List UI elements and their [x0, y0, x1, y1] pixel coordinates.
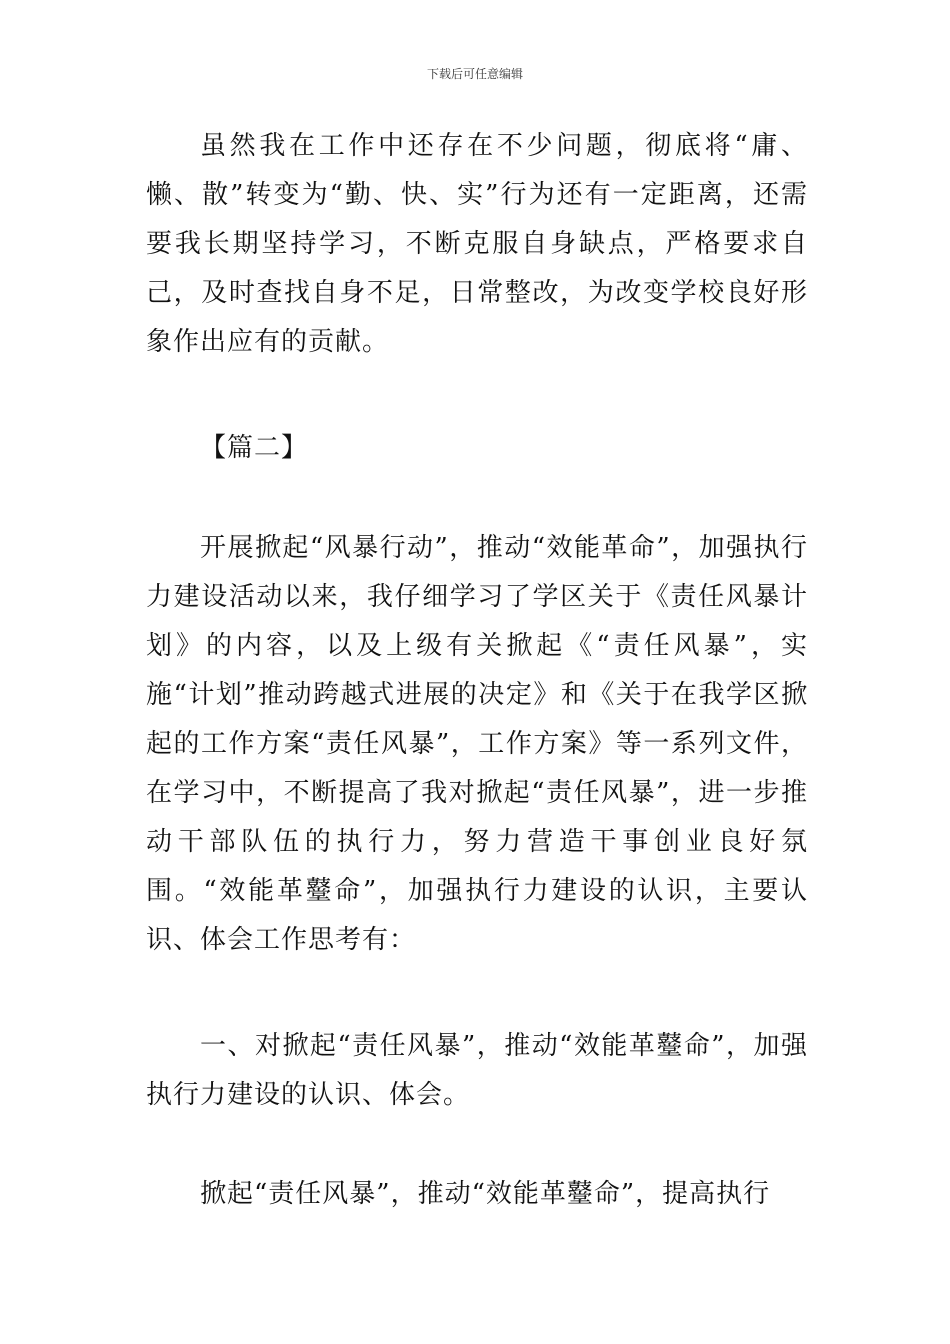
page-header-note: 下载后可任意编辑	[426, 67, 523, 81]
body-paragraph: 开展掀起“风暴行动”，推动“效能革命”，加强执行力建设活动以来，我仔细学习了学区关于《责任风暴计划》的内容，以及上级有关掀起《“责任风暴”，实施“计划”推动跨越式进展的决定》和《关于在我学区掀起的工作方案“责任风暴”，工作方案》等一系列文件，在学习中，不断提高了我对掀起“责任风暴”，进一步推动干部队伍的执行力，努力营造干事创业良好氛围。“效能革鼞命”，加强执行力建设的认识，主要认识、体会工作思考有：	[146, 533, 808, 955]
body-paragraph: 掀起“责任风暴”，推动“效能革鼞命”，提高执行	[200, 1179, 771, 1209]
body-paragraph: 一、对掀起“责任风暴”，推动“效能革鼞命”，加强执行力建设的认识、体会。	[146, 1031, 808, 1110]
body-paragraph: 虽然我在工作中还存在不少问题，彻底将“庸、懒、散”转变为“勤、快、实”行为还有一定距离，还需要我长期坚持学习，不断克服自身缺点，严格要求自己，及时查找自身不足，日常整改，为改变学校良好形象作出应有的贡献。	[146, 131, 808, 357]
section-heading: 【篇二】	[200, 433, 309, 463]
